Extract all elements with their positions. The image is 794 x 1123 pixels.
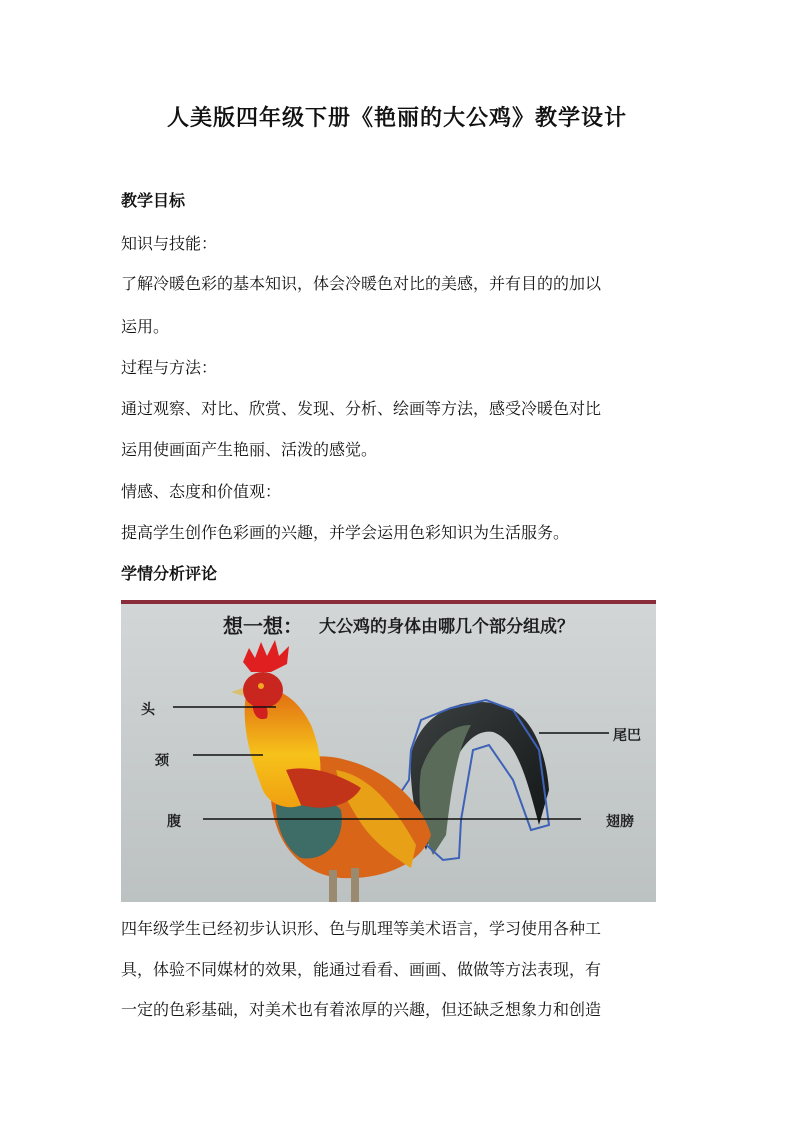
figure-heading: 想一想：: [223, 614, 303, 638]
analysis-paragraph-line-1: 四年级学生已经初步认识形、色与肌理等美术语言，学习使用各种工: [121, 919, 602, 938]
label-wing: 翅膀: [606, 814, 634, 830]
page-title: 人美版四年级下册《艳丽的大公鸡》教学设计: [166, 105, 627, 131]
knowledge-label: 知识与技能：: [121, 234, 218, 253]
emotion-text: 提高学生创作色彩画的兴趣，并学会运用色彩知识为生活服务。: [121, 523, 570, 542]
process-label: 过程与方法：: [121, 358, 218, 377]
rooster-figure: [121, 600, 656, 902]
label-head: 头: [141, 702, 155, 718]
objectives-heading: 教学目标: [121, 191, 186, 210]
label-belly: 腹: [167, 814, 181, 830]
emotion-label: 情感、态度和价值观：: [121, 482, 282, 501]
analysis-paragraph-line-2: 具，体验不同媒材的效果，能通过看看、画画、做做等方法表现，有: [121, 960, 602, 979]
process-text-line-2: 运用使画面产生艳丽、活泼的感觉。: [121, 440, 378, 459]
analysis-heading: 学情分析评论: [121, 564, 218, 583]
process-text-line-1: 通过观察、对比、欣赏、发现、分析、绘画等方法，感受冷暖色对比: [121, 399, 602, 418]
knowledge-text-line-1: 了解冷暖色彩的基本知识，体会冷暖色对比的美感，并有目的的加以: [121, 274, 602, 293]
analysis-paragraph-line-3: 一定的色彩基础，对美术也有着浓厚的兴趣，但还缺乏想象力和创造: [121, 1000, 602, 1019]
label-neck: 颈: [155, 753, 169, 769]
knowledge-text-line-2: 运用。: [121, 317, 170, 336]
rooster-illustration: [121, 600, 656, 902]
label-tail: 尾巴: [613, 728, 641, 744]
figure-question: 大公鸡的身体由哪几个部分组成？: [319, 617, 574, 637]
